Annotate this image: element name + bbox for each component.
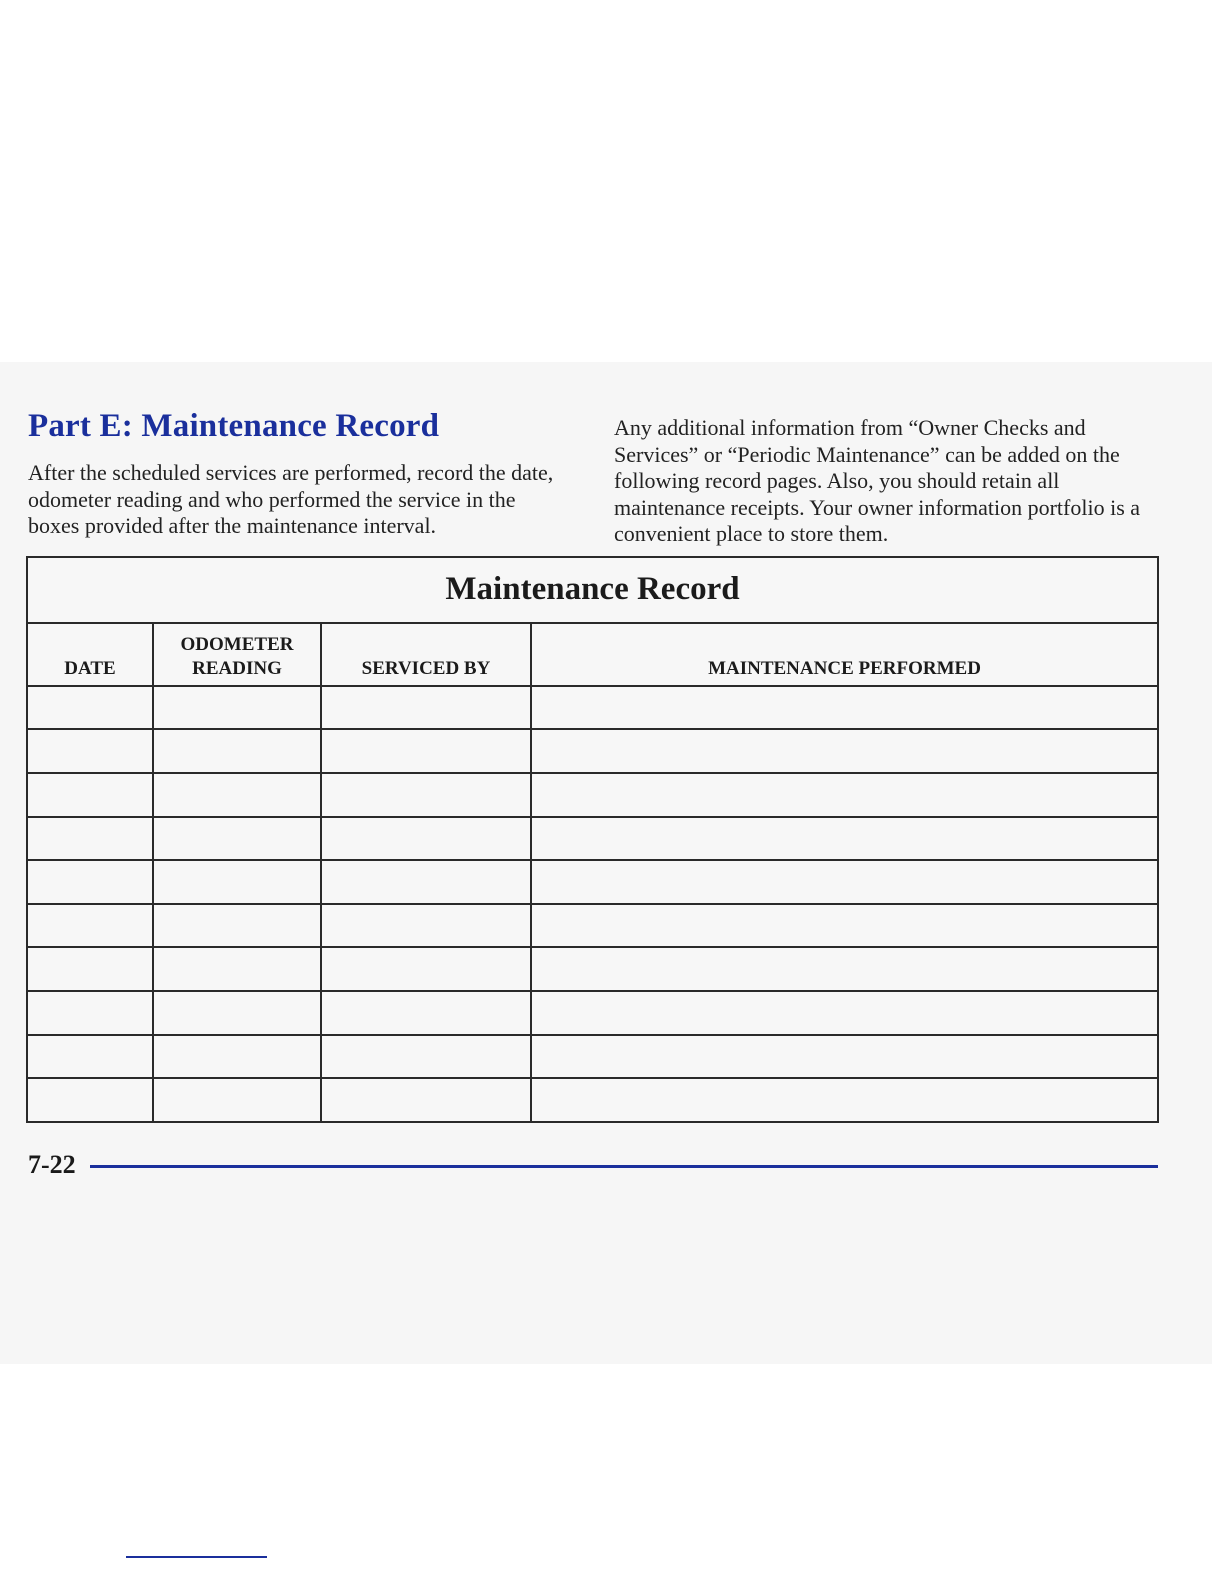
record-cell-maintenance[interactable] (531, 860, 1158, 904)
record-cell-odometer[interactable] (153, 904, 321, 948)
record-cell-odometer[interactable] (153, 773, 321, 817)
record-cell-maintenance[interactable] (531, 773, 1158, 817)
table-row (27, 1035, 1158, 1079)
record-cell-date[interactable] (27, 947, 153, 991)
record-cell-serviced-by[interactable] (321, 1078, 531, 1122)
record-cell-serviced-by[interactable] (321, 904, 531, 948)
column-header-odometer-line1: ODOMETER (180, 633, 294, 655)
table-row (27, 860, 1158, 904)
column-header-maintenance-performed: MAINTENANCE PERFORMED (531, 623, 1158, 686)
maintenance-record-table (26, 556, 1159, 1123)
record-cell-odometer[interactable] (153, 1078, 321, 1122)
record-cell-serviced-by[interactable] (321, 991, 531, 1035)
record-cell-date[interactable] (27, 904, 153, 948)
record-cell-serviced-by[interactable] (321, 773, 531, 817)
record-cell-serviced-by[interactable] (321, 947, 531, 991)
intro-paragraph-left: After the scheduled services are performed, record the date, odometer reading and who performed the service in the boxes provided after the maintenance interval. (28, 460, 554, 538)
record-cell-odometer[interactable] (153, 686, 321, 730)
record-cell-odometer[interactable] (153, 729, 321, 773)
bottom-underline (126, 1556, 267, 1558)
column-header-date: DATE (27, 623, 153, 686)
record-cell-odometer[interactable] (153, 1035, 321, 1079)
record-cell-maintenance[interactable] (531, 947, 1158, 991)
footer-rule (90, 1165, 1158, 1168)
column-header-odometer-reading (153, 623, 321, 686)
record-cell-maintenance[interactable] (531, 991, 1158, 1035)
page-heading: Part E: Maintenance Record (28, 408, 440, 444)
record-cell-serviced-by[interactable] (321, 860, 531, 904)
record-cell-maintenance[interactable] (531, 817, 1158, 861)
record-cell-odometer[interactable] (153, 947, 321, 991)
record-cell-date[interactable] (27, 991, 153, 1035)
table-title: Maintenance Record (27, 557, 1158, 623)
table-row (27, 904, 1158, 948)
table-row (27, 686, 1158, 730)
column-header-odometer-line2: READING (192, 657, 282, 679)
record-cell-date[interactable] (27, 729, 153, 773)
table-row (27, 729, 1158, 773)
record-cell-maintenance[interactable] (531, 1035, 1158, 1079)
record-cell-date[interactable] (27, 1035, 153, 1079)
record-cell-date[interactable] (27, 860, 153, 904)
record-rows (27, 686, 1158, 1122)
record-cell-maintenance[interactable] (531, 686, 1158, 730)
record-cell-serviced-by[interactable] (321, 1035, 531, 1079)
intro-paragraph-right: Any additional information from “Owner Checks and Services” or “Periodic Maintenance” can be added on the following record pages. Also, you should retain all maintenance receipts. Your owner information portfolio is a convenient place to store them. (614, 415, 1141, 546)
table-row (27, 1078, 1158, 1122)
page-number: 7-22 (28, 1150, 76, 1179)
record-cell-maintenance[interactable] (531, 1078, 1158, 1122)
column-header-serviced-by: SERVICED BY (321, 623, 531, 686)
record-cell-odometer[interactable] (153, 817, 321, 861)
record-cell-date[interactable] (27, 1078, 153, 1122)
record-cell-date[interactable] (27, 686, 153, 730)
table-row (27, 773, 1158, 817)
table-row (27, 947, 1158, 991)
record-cell-odometer[interactable] (153, 860, 321, 904)
record-cell-serviced-by[interactable] (321, 729, 531, 773)
table-row (27, 991, 1158, 1035)
record-cell-serviced-by[interactable] (321, 817, 531, 861)
table-row (27, 817, 1158, 861)
record-cell-maintenance[interactable] (531, 729, 1158, 773)
record-cell-odometer[interactable] (153, 991, 321, 1035)
record-cell-serviced-by[interactable] (321, 686, 531, 730)
record-cell-date[interactable] (27, 817, 153, 861)
record-cell-date[interactable] (27, 773, 153, 817)
record-cell-maintenance[interactable] (531, 904, 1158, 948)
